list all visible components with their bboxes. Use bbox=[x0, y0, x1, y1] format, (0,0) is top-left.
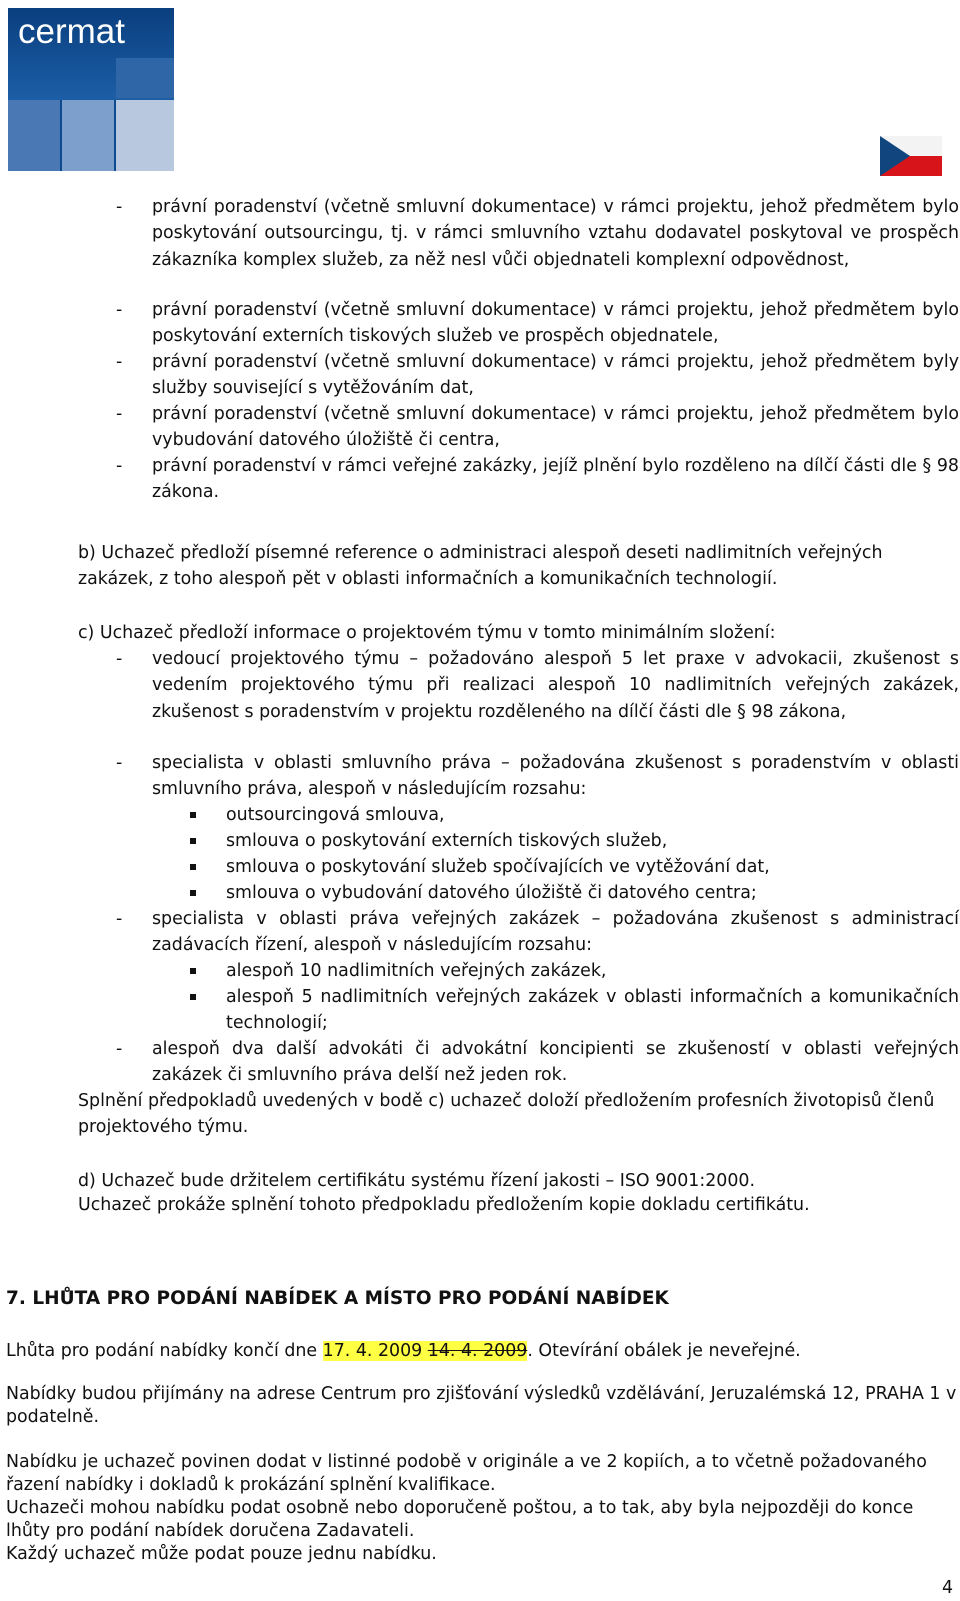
logo-square bbox=[116, 58, 174, 98]
bullet-icon bbox=[190, 838, 196, 844]
bullet-item: smlouva o poskytování služeb spočívajících ve vytěžování dat, bbox=[190, 854, 959, 880]
team-item-contract-specialist: - specialista v oblasti smluvního práva – požadována zkušenost s poradenstvím v oblasti smluvního práva, alespoň v následujícím rozsahu: bbox=[116, 750, 959, 803]
paragraph-c-intro: c) Uchazeč předloží informace o projektovém týmu v tomto minimálním složení: bbox=[78, 623, 776, 643]
paragraph-d2: Uchazeč prokáže splnění tohoto předpokladu předložením kopie dokladu certifikátu. bbox=[78, 1195, 810, 1215]
cermat-logo bbox=[8, 8, 174, 171]
list-item: - právní poradenství (včetně smluvní dokumentace) v rámci projektu, jehož předmětem bylo poskytování outsourcingu, tj. v rámci smluvního vztahu dodavatel poskytoval ve prospěch zákazníka komplex služeb, za něž nesl vůči objednateli komplexní odpovědnost, bbox=[116, 194, 959, 273]
deadline-new-date: 17. 4. 2009 bbox=[322, 1341, 423, 1361]
bullet-icon bbox=[190, 968, 196, 974]
bullet-icon bbox=[190, 994, 196, 1000]
bullet-item: smlouva o poskytování externích tiskových služeb, bbox=[190, 828, 959, 854]
address-paragraph: Nabídky budou přijímány na adrese Centrum pro zjišťování výsledků vzdělávání, Jeruzalémská 12, PRAHA 1 v podatelně. bbox=[6, 1384, 957, 1427]
deadline-old-date: 14. 4. 2009 bbox=[427, 1341, 528, 1361]
czech-flag-icon bbox=[880, 136, 942, 176]
deadline-paragraph: Lhůta pro podání nabídky končí dne 17. 4. 2009 14. 4. 2009. Otevírání obálek je neveřejné. bbox=[6, 1341, 801, 1361]
list-item-text: alespoň dva další advokáti či advokátní koncipienti se zkušeností v oblasti veřejných zakázek či smluvního práva delší než jeden rok. bbox=[152, 1039, 959, 1086]
list-item: - právní poradenství (včetně smluvní dokumentace) v rámci projektu, jehož předmětem bylo poskytování externích tiskových služeb ve prospěch objednatele, bbox=[116, 297, 959, 350]
page-number: 4 bbox=[942, 1578, 954, 1598]
list-item: - právní poradenství v rámci veřejné zakázky, jejíž plnění bylo rozděleno na dílčí části dle § 98 zákona. bbox=[116, 453, 959, 506]
bullet-icon bbox=[190, 812, 196, 818]
section-heading: 7. LHŮTA PRO PODÁNÍ NABÍDEK A MÍSTO PRO PODÁNÍ NABÍDEK bbox=[6, 1288, 669, 1309]
list-item-text: právní poradenství (včetně smluvní dokumentace) v rámci projektu, jehož předmětem byly služby související s vytěžováním dat, bbox=[152, 352, 959, 399]
bullet-item: outsourcingová smlouva, bbox=[190, 802, 959, 828]
logo-square bbox=[116, 100, 174, 171]
team-item-attorneys: - alespoň dva další advokáti či advokátní koncipienti se zkušeností v oblasti veřejných zakázek či smluvního práva delší než jeden rok. bbox=[116, 1036, 959, 1089]
list-item-text: právní poradenství (včetně smluvní dokumentace) v rámci projektu, jehož předmětem bylo poskytování externích tiskových služeb ve prospěch objednatele, bbox=[152, 300, 959, 347]
copies-paragraph: Nabídku je uchazeč povinen dodat v listinné podobě v originále a ve 2 kopiích, a to včetně požadovaného řazení nabídky i dokladů k prokázání splnění kvalifikace. bbox=[6, 1452, 927, 1495]
bullet-icon bbox=[190, 864, 196, 870]
bullet-icon bbox=[190, 890, 196, 896]
single-offer-paragraph: Každý uchazeč může podat pouze jednu nabídku. bbox=[6, 1544, 437, 1564]
logo-text: cermat bbox=[18, 12, 125, 51]
list-item-text: specialista v oblasti smluvního práva – požadována zkušenost s poradenstvím v oblasti smluvního práva, alespoň v následujícím rozsahu: bbox=[152, 753, 959, 800]
paragraph-c-end: Splnění předpokladů uvedených v bodě c) uchazeč doloží předložením profesních životopisů členů projektového týmu. bbox=[78, 1091, 935, 1137]
paragraph-d1: d) Uchazeč bude držitelem certifikátu systému řízení jakosti – ISO 9001:2000. bbox=[78, 1171, 755, 1191]
list-item-text: právní poradenství (včetně smluvní dokumentace) v rámci projektu, jehož předmětem bylo vybudování datového úložiště či centra, bbox=[152, 404, 959, 451]
bullet-item: smlouva o vybudování datového úložiště či datového centra; bbox=[190, 880, 959, 906]
list-item: - právní poradenství (včetně smluvní dokumentace) v rámci projektu, jehož předmětem bylo vybudování datového úložiště či centra, bbox=[116, 401, 959, 454]
delivery-paragraph: Uchazeči mohou nabídku podat osobně nebo doporučeně poštou, a to tak, aby byla nejpozději do konce lhůty pro podání nabídek doručena Zadavateli. bbox=[6, 1498, 914, 1541]
list-item: - právní poradenství (včetně smluvní dokumentace) v rámci projektu, jehož předmětem byly služby související s vytěžováním dat, bbox=[116, 349, 959, 402]
bullet-item: alespoň 5 nadlimitních veřejných zakázek v oblasti informačních a komunikačních technologií; bbox=[190, 984, 959, 1037]
team-item-procurement-specialist: - specialista v oblasti práva veřejných zakázek – požadována zkušenost s administrací zadávacích řízení, alespoň v následujícím rozsahu: bbox=[116, 906, 959, 959]
logo-square bbox=[62, 100, 114, 171]
team-item-lead: - vedoucí projektového týmu – požadováno alespoň 5 let praxe v advokacii, zkušenost s vedením projektového týmu při realizaci alespoň 10 nadlimitních veřejných zakázek, zkušenost s poradenstvím v projektu rozděleného na dílčí části dle § 98 zákona, bbox=[116, 646, 959, 725]
list-item-text: specialista v oblasti práva veřejných zakázek – požadována zkušenost s administrací zadávacích řízení, alespoň v následujícím rozsahu: bbox=[152, 909, 959, 956]
paragraph-b: b) Uchazeč předloží písemné reference o administraci alespoň deseti nadlimitních veřejných zakázek, z toho alespoň pět v oblasti informačních a komunikačních technologií. bbox=[78, 543, 883, 589]
logo-square bbox=[8, 100, 60, 171]
list-item-text: právní poradenství (včetně smluvní dokumentace) v rámci projektu, jehož předmětem bylo poskytování outsourcingu, tj. v rámci smluvního vztahu dodavatel poskytoval ve prospěch zákazníka komplex služeb, za něž nesl vůči objednateli komplexní odpovědnost, bbox=[152, 197, 959, 270]
bullet-item: alespoň 10 nadlimitních veřejných zakázek, bbox=[190, 958, 959, 984]
list-item-text: vedoucí projektového týmu – požadováno alespoň 5 let praxe v advokacii, zkušenost s vedením projektového týmu při realizaci alespoň 10 nadlimitních veřejných zakázek, zkušenost s poradenstvím v projektu rozděleného na dílčí části dle § 98 zákona, bbox=[152, 649, 959, 722]
list-item-text: právní poradenství v rámci veřejné zakázky, jejíž plnění bylo rozděleno na dílčí části dle § 98 zákona. bbox=[152, 456, 959, 503]
